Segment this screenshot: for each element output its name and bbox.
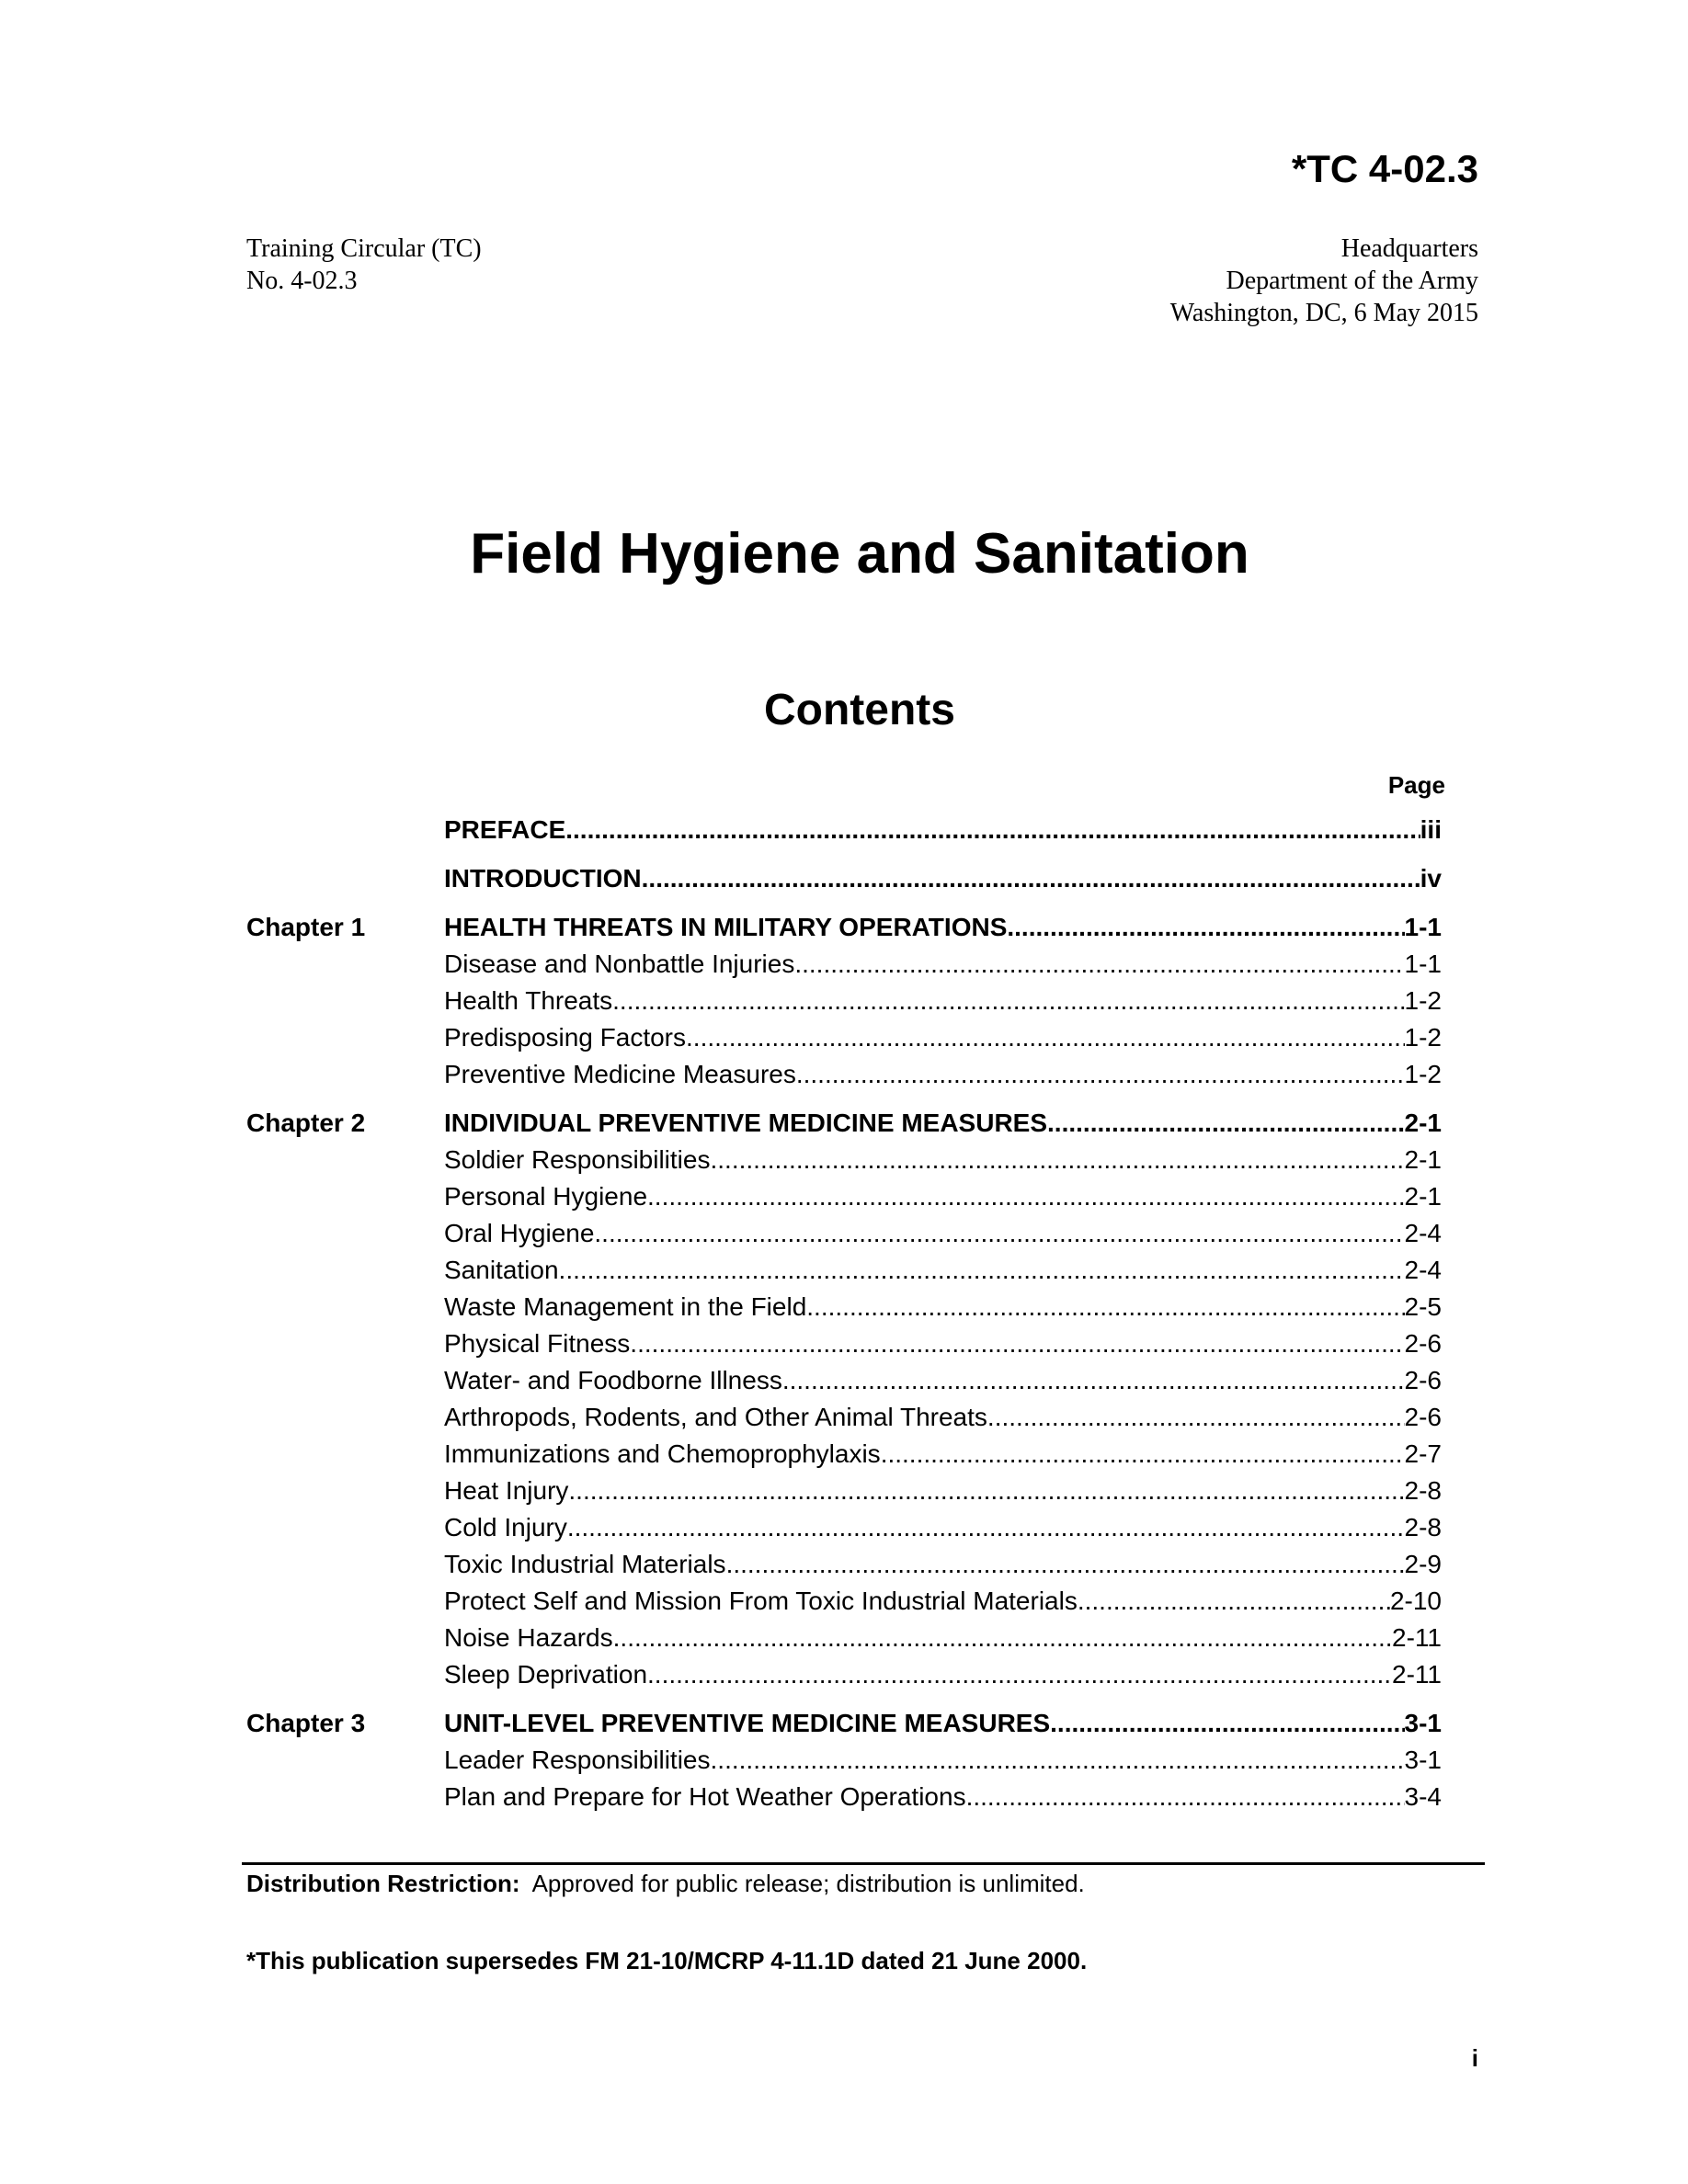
toc-entry-label: Physical Fitness: [444, 1329, 631, 1358]
toc-entry-label: PREFACE: [444, 815, 566, 844]
toc-entry-page: 1-1: [1404, 913, 1442, 941]
dot-leader: [686, 1019, 1405, 1056]
toc-section-entry[interactable]: [444, 1546, 1442, 1583]
toc-entry-page: 2-11: [1392, 1660, 1442, 1689]
toc-entry-page: 3-4: [1404, 1782, 1442, 1811]
toc-entry-page: 1-2: [1404, 1023, 1442, 1052]
toc-entry-page: 2-1: [1404, 1109, 1442, 1137]
issuing-authority: [1170, 233, 1478, 329]
dot-leader: [613, 1620, 1392, 1656]
spacer: [246, 897, 1442, 909]
headquarters-line: Headquarters: [1340, 234, 1478, 263]
toc-entry-label: Plan and Prepare for Hot Weather Operations: [444, 1782, 966, 1811]
toc-entry-page: 2-1: [1404, 1145, 1442, 1174]
toc-front-matter-entry[interactable]: [444, 860, 1442, 897]
spacer: [246, 848, 1442, 860]
distribution-text: Approved for public release; distribution is unlimited.: [531, 1870, 1085, 1897]
toc-entry-label: Health Threats: [444, 986, 613, 1015]
toc-entry-label: Cold Injury: [444, 1513, 567, 1541]
toc-entry-label: Waste Management in the Field: [444, 1292, 807, 1321]
toc-entry-label: Predisposing Factors: [444, 1023, 687, 1052]
toc-entry-label: INDIVIDUAL PREVENTIVE MEDICINE MEASURES: [444, 1109, 1048, 1137]
toc-section-entry[interactable]: [444, 1779, 1442, 1815]
toc-entry-page: 2-4: [1404, 1219, 1442, 1247]
toc-chapter: [246, 1705, 1442, 1815]
toc-entry-page: 1-2: [1404, 986, 1442, 1015]
spacer: [246, 1815, 1442, 1827]
toc-entry-label: UNIT-LEVEL PREVENTIVE MEDICINE MEASURES: [444, 1709, 1051, 1737]
toc-entry-page: iii: [1420, 815, 1442, 844]
toc-entry-page: 1-2: [1404, 1060, 1442, 1088]
toc-section-entry[interactable]: [444, 1436, 1442, 1473]
toc-entry-page: 2-11: [1392, 1623, 1442, 1652]
toc-section-entry[interactable]: [444, 1583, 1442, 1620]
page-column-label: Page: [1387, 771, 1445, 799]
toc-section-entry[interactable]: [444, 1215, 1442, 1252]
dot-leader: [1050, 1705, 1404, 1742]
toc-entry-page: 2-1: [1404, 1182, 1442, 1211]
chapter-label: Chapter 3: [246, 1709, 366, 1737]
dot-leader: [796, 1056, 1405, 1093]
toc-entry-label: Soldier Responsibilities: [444, 1145, 711, 1174]
toc-chapter-title[interactable]: [444, 1705, 1442, 1742]
toc-section-entry[interactable]: [444, 1620, 1442, 1656]
location-date-line: Washington, DC, 6 May 2015: [1169, 299, 1478, 327]
toc-section-entry[interactable]: [444, 1325, 1442, 1362]
toc-chapter: [246, 1105, 1442, 1693]
toc-section-entry[interactable]: [444, 1473, 1442, 1509]
toc-entry-page: 2-6: [1404, 1366, 1442, 1394]
toc-front-matter-entry[interactable]: [444, 812, 1442, 848]
toc-entry-page: 1-1: [1404, 950, 1442, 978]
toc-entry-label: Heat Injury: [444, 1476, 569, 1505]
toc-section-entry[interactable]: [444, 946, 1442, 983]
dot-leader: [806, 1289, 1404, 1325]
dot-leader: [710, 1142, 1404, 1178]
toc-entry-page: 2-8: [1404, 1476, 1442, 1505]
toc-entry-page: 3-1: [1404, 1709, 1442, 1737]
publication-info: [246, 233, 482, 297]
dot-leader: [594, 1215, 1404, 1252]
toc-entry-label: Personal Hygiene: [444, 1182, 648, 1211]
toc-section-entry[interactable]: [444, 1252, 1442, 1289]
toc-entry-label: HEALTH THREATS IN MILITARY OPERATIONS: [444, 913, 1008, 941]
contents-heading: Contents: [764, 686, 955, 734]
distribution-restriction: [246, 1870, 1085, 1898]
toc-section-entry[interactable]: [444, 1056, 1442, 1093]
toc-entry-label: Water- and Foodborne Illness: [444, 1366, 782, 1394]
dot-leader: [987, 1399, 1405, 1436]
dot-leader: [782, 1362, 1405, 1399]
footer-divider: [242, 1862, 1485, 1865]
toc-section-entry[interactable]: [444, 1656, 1442, 1693]
dot-leader: [567, 1509, 1405, 1546]
toc-chapter: [246, 909, 1442, 1093]
document-number: *TC 4-02.3: [1291, 147, 1478, 190]
toc-chapter-title[interactable]: [444, 909, 1442, 946]
toc-entry-page: 2-9: [1404, 1550, 1442, 1578]
toc-entry-label: Noise Hazards: [444, 1623, 613, 1652]
toc-entry-label: Oral Hygiene: [444, 1219, 595, 1247]
toc-entry-label: Protect Self and Mission From Toxic Industrial Materials: [444, 1587, 1078, 1615]
toc-entry-label: Sanitation: [444, 1256, 559, 1284]
toc-section-entry[interactable]: [444, 1362, 1442, 1399]
toc-entry-label: Sleep Deprivation: [444, 1660, 648, 1689]
toc-section-entry[interactable]: [444, 1509, 1442, 1546]
dot-leader: [726, 1546, 1405, 1583]
toc-entry-page: 2-6: [1404, 1403, 1442, 1431]
toc-entry-page: 2-4: [1404, 1256, 1442, 1284]
toc-entry-label: Toxic Industrial Materials: [444, 1550, 726, 1578]
toc-section-entry[interactable]: [444, 1019, 1442, 1056]
dot-leader: [1047, 1105, 1405, 1142]
dot-leader: [881, 1436, 1405, 1473]
supersedes-note: *This publication supersedes FM 21-10/MCRP 4-11.1D dated 21 June 2000.: [246, 1947, 1088, 1974]
dot-leader: [612, 983, 1404, 1019]
chapter-label: Chapter 1: [246, 913, 366, 941]
toc-section-entry[interactable]: [444, 1178, 1442, 1215]
dot-leader: [647, 1178, 1405, 1215]
department-line: Department of the Army: [1226, 267, 1478, 295]
toc-entry-label: Preventive Medicine Measures: [444, 1060, 796, 1088]
dot-leader: [559, 1252, 1405, 1289]
toc-entry-page: 2-7: [1404, 1439, 1442, 1468]
toc-entry-page: 3-1: [1404, 1746, 1442, 1774]
spacer: [246, 1093, 1442, 1105]
toc-entry-page: 2-5: [1404, 1292, 1442, 1321]
dot-leader: [568, 1473, 1404, 1509]
dot-leader: [642, 860, 1420, 897]
dot-leader: [794, 946, 1404, 983]
toc-entry-label: Leader Responsibilities: [444, 1746, 711, 1774]
toc-entry-page: iv: [1420, 864, 1442, 893]
dot-leader: [1007, 909, 1404, 946]
chapter-label: Chapter 2: [246, 1109, 366, 1137]
page-number: i: [1471, 2044, 1478, 2072]
publication-number: No. 4-02.3: [246, 267, 358, 295]
dot-leader: [630, 1325, 1404, 1362]
toc-chapter-title[interactable]: [444, 1105, 1442, 1142]
dot-leader: [966, 1779, 1405, 1815]
publication-type: Training Circular (TC): [246, 234, 482, 263]
dot-leader: [647, 1656, 1392, 1693]
toc-entry-label: Arthropods, Rodents, and Other Animal Threats: [444, 1403, 987, 1431]
dot-leader: [711, 1742, 1405, 1779]
document-title: Field Hygiene and Sanitation: [470, 522, 1249, 586]
spacer: [246, 1693, 1442, 1705]
toc-entry-label: Immunizations and Chemoprophylaxis: [444, 1439, 881, 1468]
dot-leader: [1078, 1583, 1390, 1620]
dot-leader: [565, 812, 1420, 848]
table-of-contents: [246, 812, 1442, 1827]
toc-section-entry[interactable]: [444, 1742, 1442, 1779]
toc-section-entry[interactable]: [444, 1289, 1442, 1325]
toc-entry-page: 2-6: [1404, 1329, 1442, 1358]
toc-entry-label: INTRODUCTION: [444, 864, 642, 893]
toc-entry-label: Disease and Nonbattle Injuries: [444, 950, 795, 978]
toc-entry-page: 2-8: [1404, 1513, 1442, 1541]
toc-section-entry[interactable]: [444, 1399, 1442, 1436]
distribution-label: Distribution Restriction:: [246, 1870, 520, 1897]
toc-section-entry[interactable]: [444, 983, 1442, 1019]
toc-entry-page: 2-10: [1389, 1587, 1442, 1615]
toc-section-entry[interactable]: [444, 1142, 1442, 1178]
